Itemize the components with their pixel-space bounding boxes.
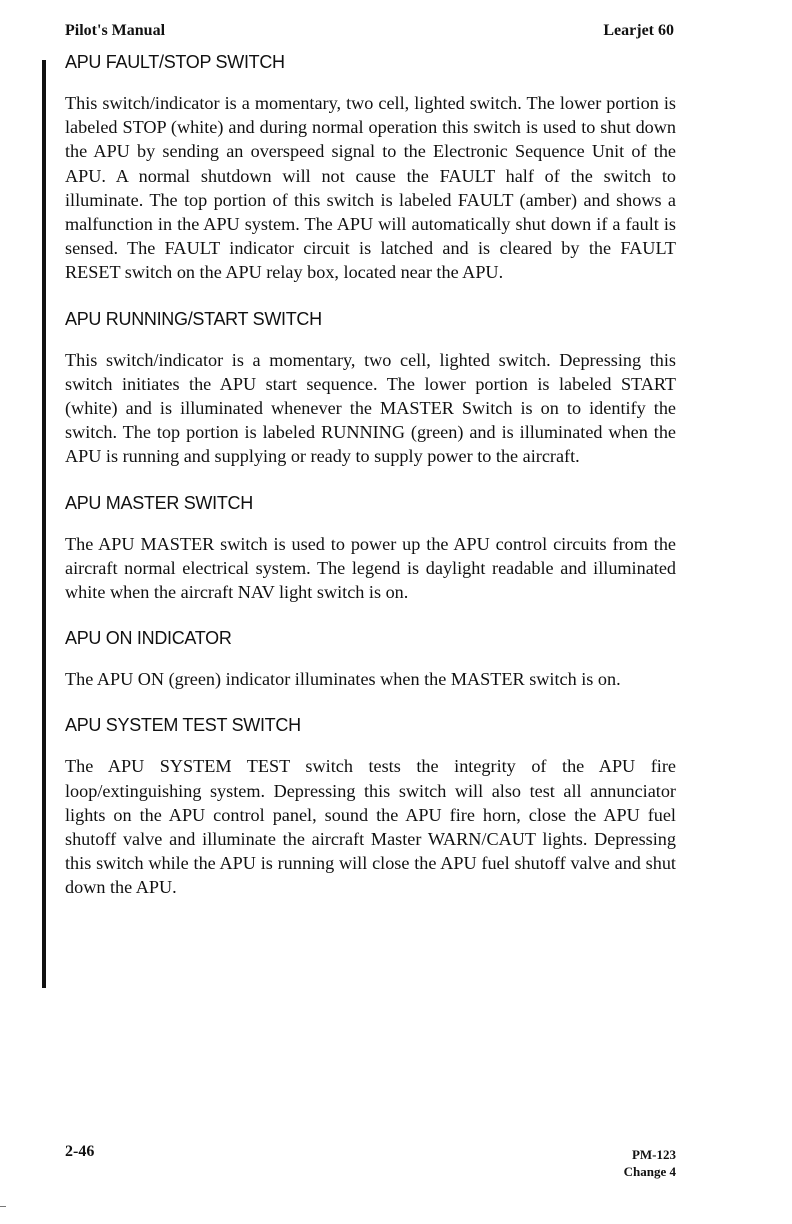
section-title: APU SYSTEM TEST SWITCH [65, 715, 301, 736]
section-body: This switch/indicator is a momentary, two cell, lighted switch. Depressing this switch initiates the APU start sequence. The lower portion is labeled START (white) and is illuminated whenever the MASTER Switch is on to identify the switch. The top portion is labeled RUNNING (green) and is illuminated when the APU is running and supplying or ready to supply power to the aircraft. [65, 349, 676, 467]
section-body: The APU ON (green) indicator illuminates when the MASTER switch is on. [65, 669, 621, 690]
change-number: Change 4 [623, 1164, 676, 1179]
page-number: 2-46 [65, 1143, 95, 1160]
section-body: The APU MASTER switch is used to power up the APU control circuits from the aircraft normal electrical system. The legend is daylight readable and illuminated white when the aircraft NAV light switch is on. [65, 533, 676, 603]
document-id-block [624, 1146, 676, 1180]
section-title: APU ON INDICATOR [65, 628, 232, 649]
running-header-right: Learjet 60 [603, 22, 674, 39]
page-content [65, 50, 676, 922]
section-apu-running-start-switch [65, 307, 676, 469]
document-id: PM-123 [631, 1147, 676, 1162]
section-apu-system-test-switch [65, 713, 676, 899]
section-apu-on-indicator [65, 626, 676, 691]
running-header-left: Pilot's Manual [65, 22, 166, 39]
section-body: The APU SYSTEM TEST switch tests the integrity of the APU fire loop/extinguishing system. Depressing this switch will also test all annunciator lights on the APU control panel, sound the APU fire horn, close the APU fuel shutoff valve and illuminate the aircraft Master WARN/CAUT lights. Depressing this switch while the APU is running will close the APU fuel shutoff valve and shut down the APU. [65, 756, 676, 898]
section-apu-fault-stop-switch [65, 50, 676, 285]
scan-mark [0, 1206, 6, 1207]
section-body: This switch/indicator is a momentary, two cell, lighted switch. The lower portion is labeled STOP (white) and during normal operation this switch is used to shut down the APU by sending an overspeed signal to the Electronic Sequence Unit of the APU. A normal shutdown will not cause the FAULT half of the switch to illuminate. The top portion of this switch is labeled FAULT (amber) and shows a malfunction in the APU system. The APU will automatically shut down if a fault is sensed. The FAULT indicator circuit is latched and is cleared by the FAULT RESET switch on the APU relay box, located near the APU. [65, 93, 676, 283]
section-title: APU RUNNING/START SWITCH [65, 308, 322, 329]
section-title: APU MASTER SWITCH [65, 492, 253, 513]
change-bar [42, 60, 46, 988]
section-apu-master-switch [65, 491, 676, 605]
section-title: APU FAULT/STOP SWITCH [65, 52, 285, 72]
